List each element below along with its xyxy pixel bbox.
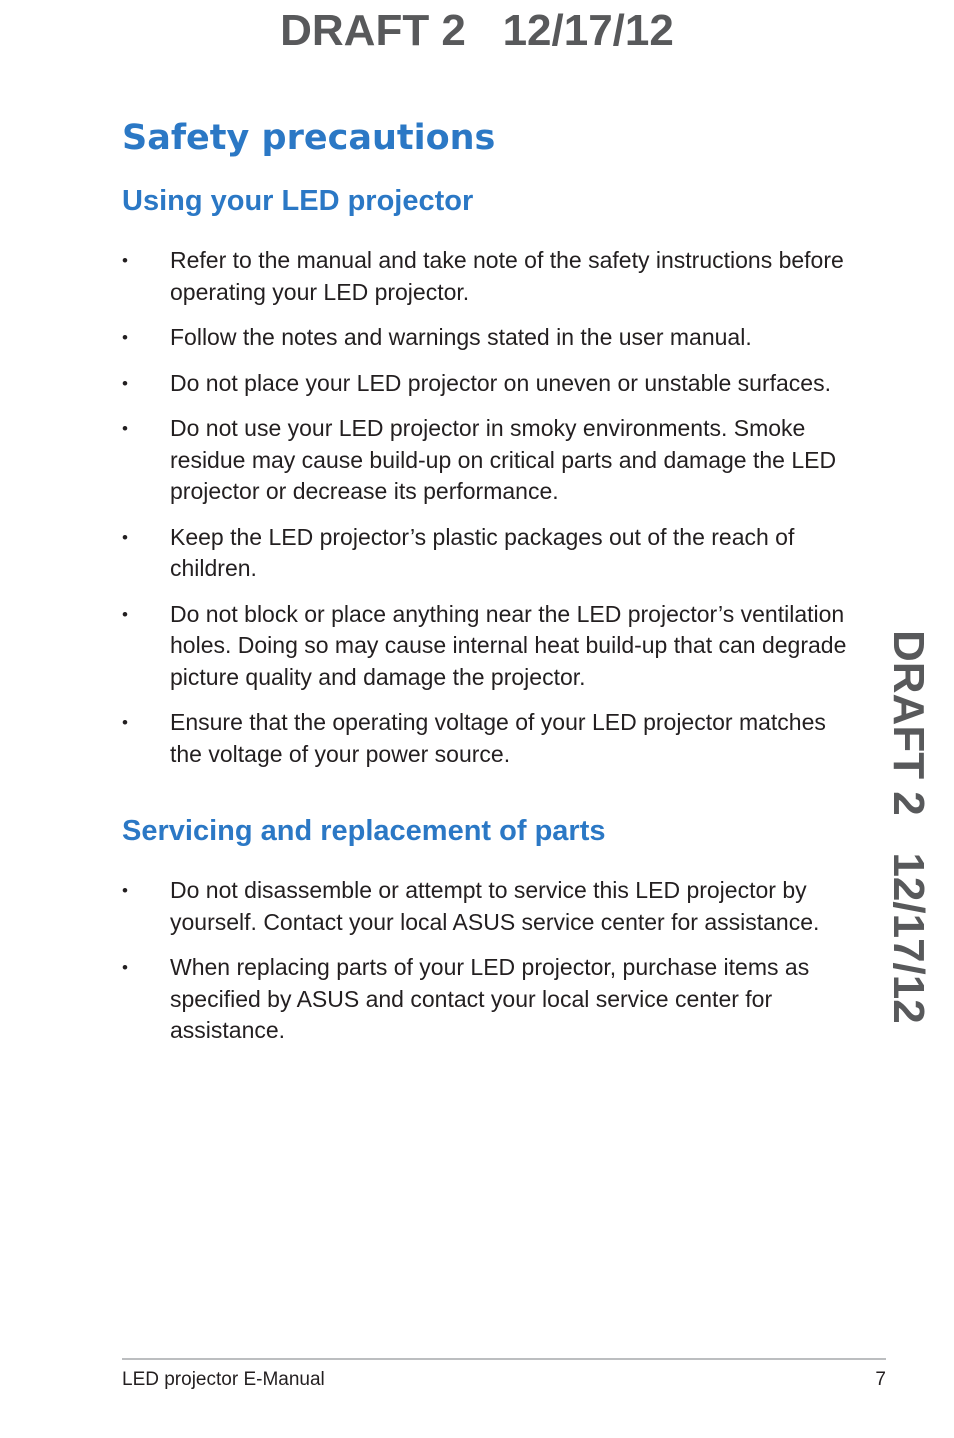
list-item xyxy=(122,245,852,308)
list-item xyxy=(122,952,852,1047)
list-item xyxy=(122,368,852,400)
footer-manual-title: LED projector E-Manual xyxy=(122,1369,325,1390)
list-item-text: When replacing parts of your LED projector, purchase items as specified by ASUS and contact your local service center for assistance. xyxy=(170,954,810,1043)
bullet-icon: • xyxy=(122,373,128,393)
footer-divider xyxy=(122,1358,886,1360)
list-item-text: Follow the notes and warnings stated in the user manual. xyxy=(170,324,752,350)
list-item xyxy=(122,707,852,770)
list-item xyxy=(122,599,852,694)
bullet-icon: • xyxy=(122,527,128,547)
draft-watermark-side: DRAFT 2 12/17/12 xyxy=(884,630,933,1024)
bullet-icon: • xyxy=(122,713,128,732)
list-item-text: Keep the LED projector’s plastic packages out of the reach of children. xyxy=(170,523,795,581)
list-item xyxy=(122,875,852,938)
bullet-list-using xyxy=(122,245,852,784)
bullet-icon: • xyxy=(122,604,128,624)
list-item-text: Do not disassemble or attempt to service this LED projector by yourself. Contact your local ASUS service center for assistance. xyxy=(170,877,820,935)
list-item-text: Do not place your LED projector on uneven or unstable surfaces. xyxy=(170,369,831,396)
list-item-text: Ensure that the operating voltage of your LED projector matches the voltage of your power source. xyxy=(170,709,826,767)
bullet-icon: • xyxy=(122,881,128,900)
page-title: Safety precautions xyxy=(122,118,496,158)
section-heading-servicing: Servicing and replacement of parts xyxy=(122,815,606,847)
page-number: 7 xyxy=(875,1369,886,1390)
bullet-icon: • xyxy=(122,251,128,270)
section-heading-using: Using your LED projector xyxy=(122,185,474,217)
list-item xyxy=(122,322,852,354)
draft-watermark-top: DRAFT 2 12/17/12 xyxy=(280,6,674,55)
bullet-list-servicing xyxy=(122,875,852,1061)
bullet-icon: • xyxy=(122,419,128,438)
list-item-text: Do not use your LED projector in smoky environments. Smoke residue may cause build-up on critical parts and damage the LED projector or decrease its performance. xyxy=(170,415,837,504)
list-item xyxy=(122,413,852,508)
list-item-text: Refer to the manual and take note of the safety instructions before operating your LED projector. xyxy=(170,247,844,305)
list-item-text: Do not block or place anything near the LED projector’s ventilation holes. Doing so may cause internal heat build-up that can degrade picture quality and damage the projector. xyxy=(170,600,847,690)
bullet-icon: • xyxy=(122,958,128,977)
bullet-icon: • xyxy=(122,328,128,347)
list-item xyxy=(122,522,852,585)
